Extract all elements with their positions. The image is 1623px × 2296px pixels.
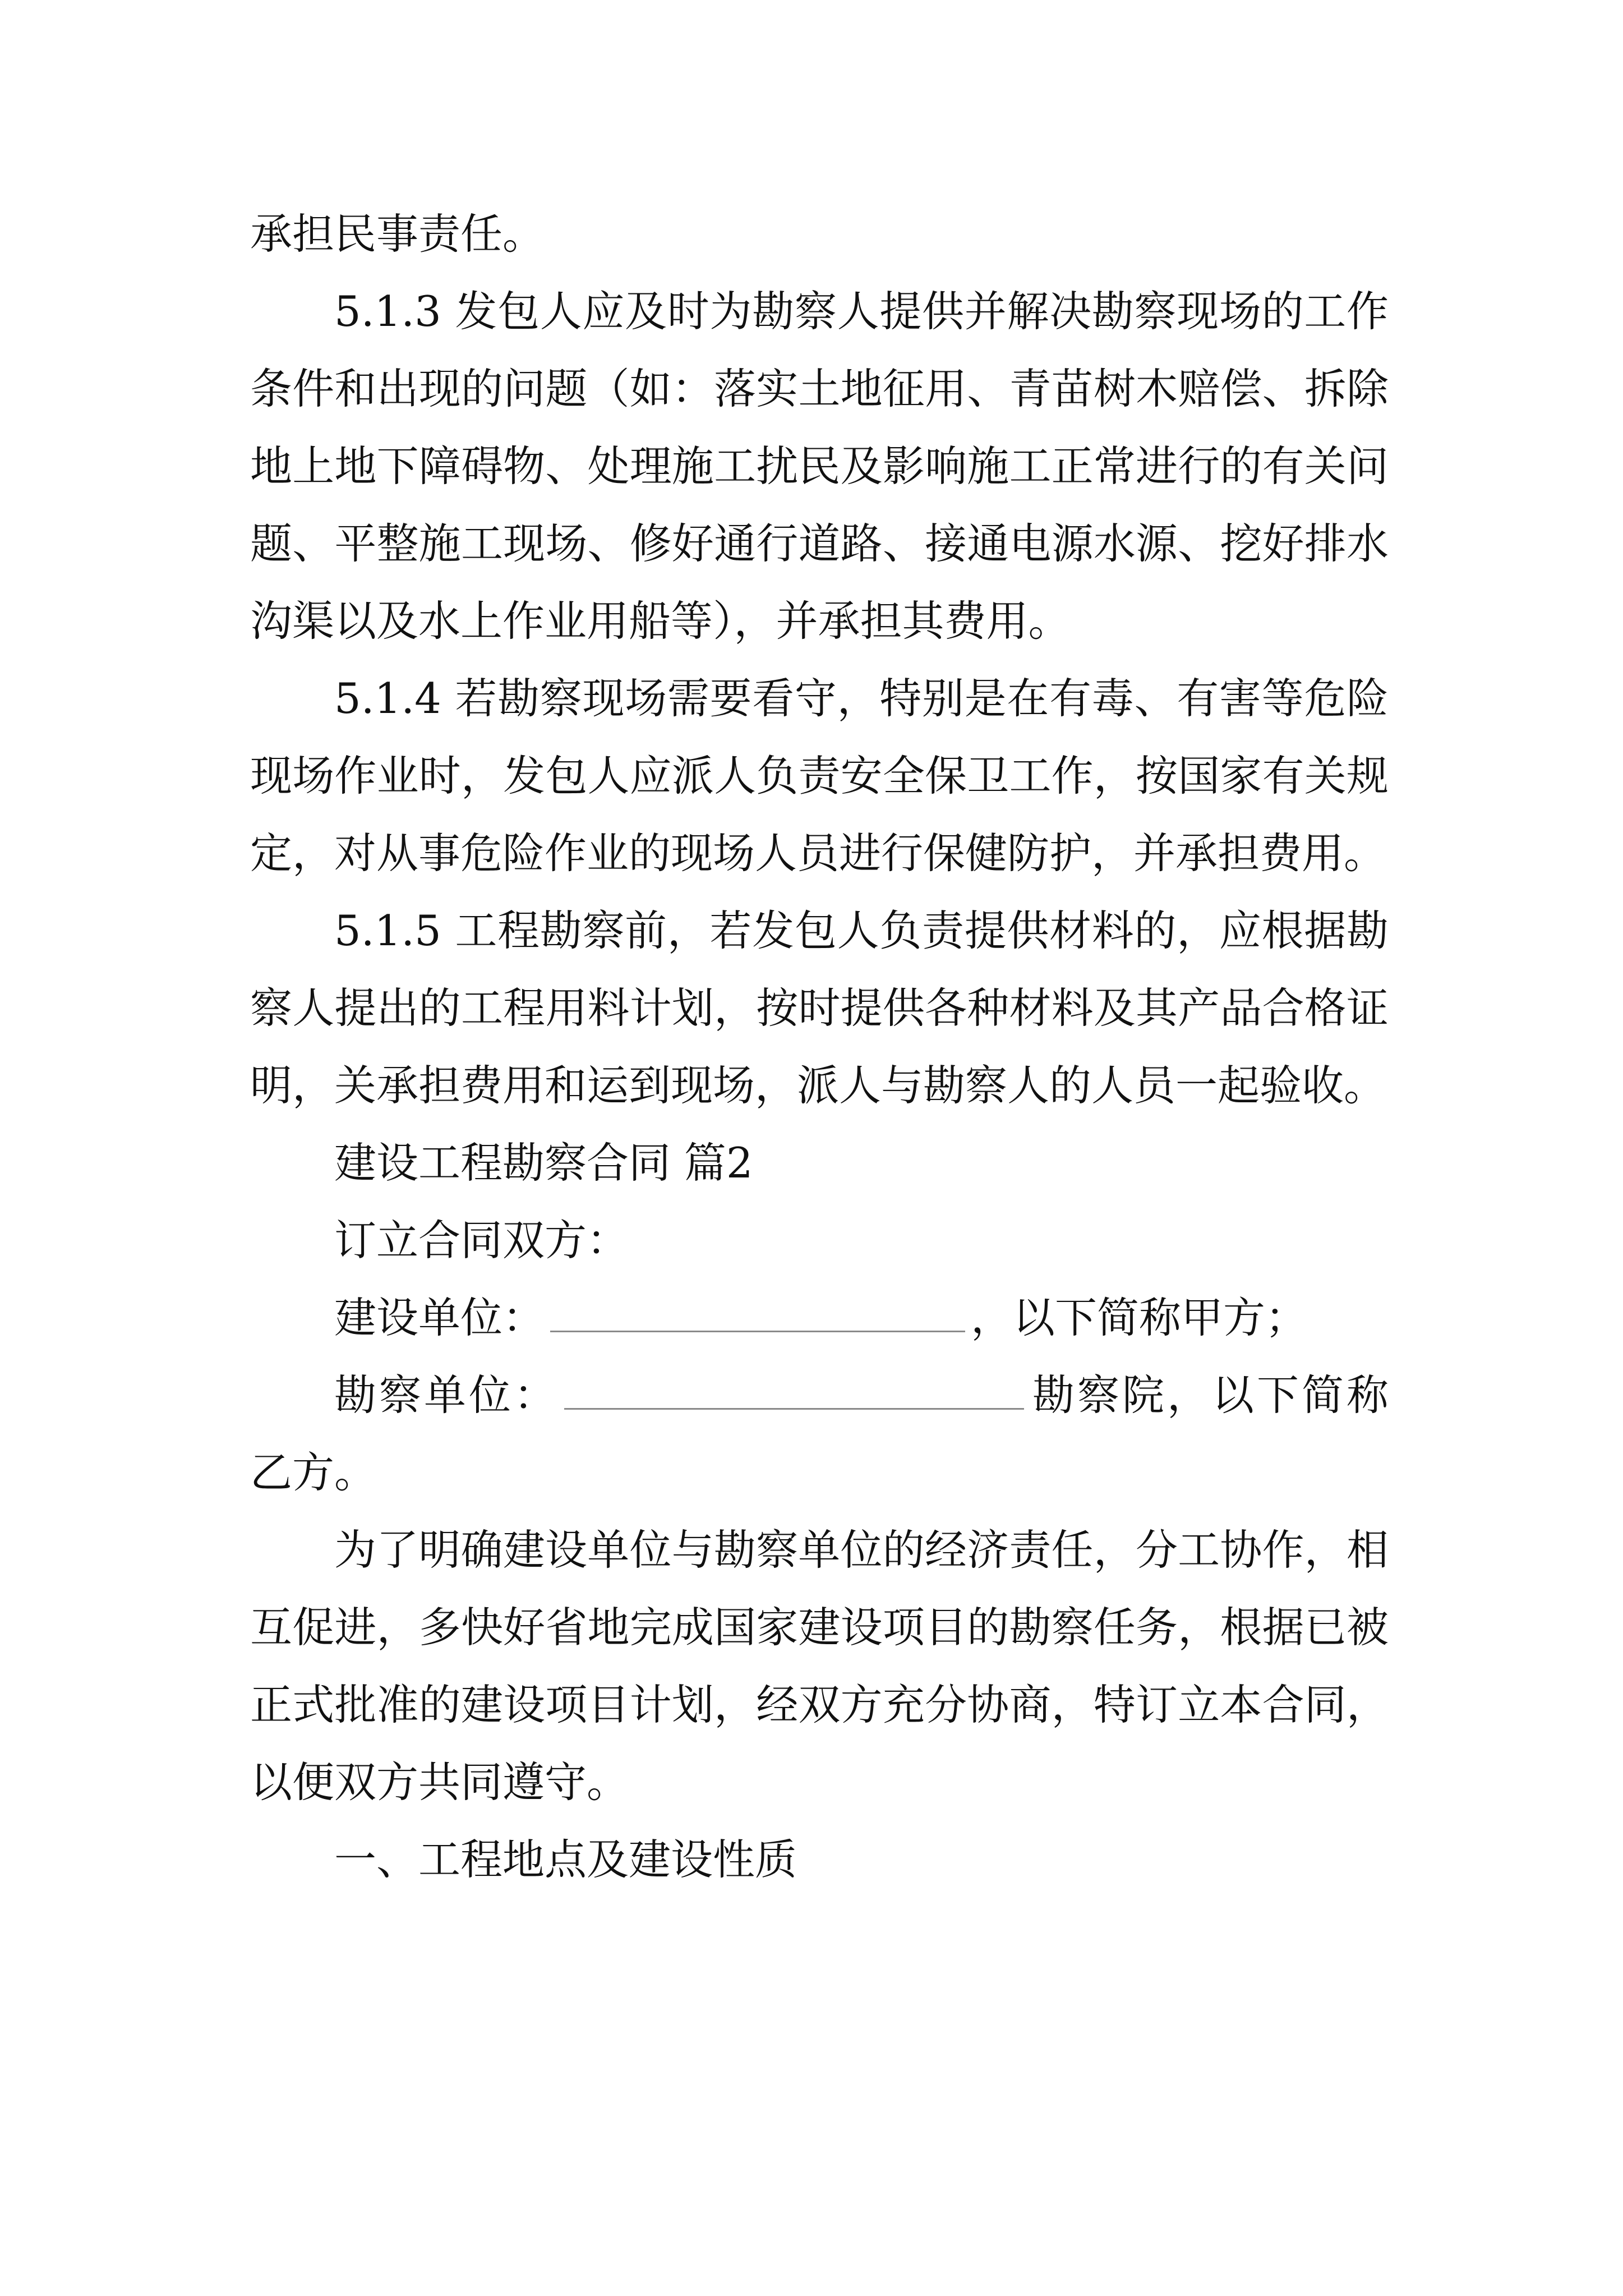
section-one-heading: 一、工程地点及建设性质 (334, 1835, 797, 1884)
parties-intro: 订立合同双方： (334, 1216, 629, 1265)
party-a-label: 建设单位： (334, 1293, 545, 1342)
party-a-suffix: ，以下简称甲方； (971, 1293, 1308, 1342)
party-b-suffix: 勘察院，以下简称乙方。 (250, 1370, 1389, 1497)
clause-5-1-3: 5.1.3 发包人应及时为勘察人提供并解决勘察现场的工作条件和出现的问题（如：落实土地征用、青苗树木赔偿、拆除地上地下障碍物、处理施工扰民及影响施工正常进行的有关问题、平整施工现场、修好通行道路、接通电源水源、挖好排水沟渠以及水上作业用船等），并承担其费用。 (250, 287, 1389, 646)
paragraph-continuation: 承担民事责任。 (250, 209, 545, 259)
party-a-blank (550, 1286, 965, 1332)
clause-5-1-5: 5.1.5 工程勘察前，若发包人负责提供材料的，应根据勘察人提出的工程用料计划，按时提供各种材料及其产品合格证明，关承担费用和运到现场，派人与勘察人的人员一起验收。 (250, 906, 1389, 1110)
document-body (250, 195, 1389, 1898)
party-b-line (250, 1356, 1389, 1511)
party-b-blank (564, 1363, 1024, 1410)
party-b-label: 勘察单位： (334, 1370, 559, 1420)
party-a-line (250, 1279, 1389, 1356)
section-heading: 建设工程勘察合同 篇2 (334, 1138, 753, 1188)
clause-5-1-4: 5.1.4 若勘察现场需要看守，特别是在有毒、有害等危险现场作业时，发包人应派人负责安全保卫工作，按国家有关规定，对从事危险作业的现场人员进行保健防护，并承担费用。 (250, 674, 1389, 878)
purpose-paragraph: 为了明确建设单位与勘察单位的经济责任，分工协作，相互促进，多快好省地完成国家建设项目的勘察任务，根据已被正式批准的建设项目计划，经双方充分协商，特订立本合同，以便双方共同遵守。 (250, 1525, 1389, 1807)
